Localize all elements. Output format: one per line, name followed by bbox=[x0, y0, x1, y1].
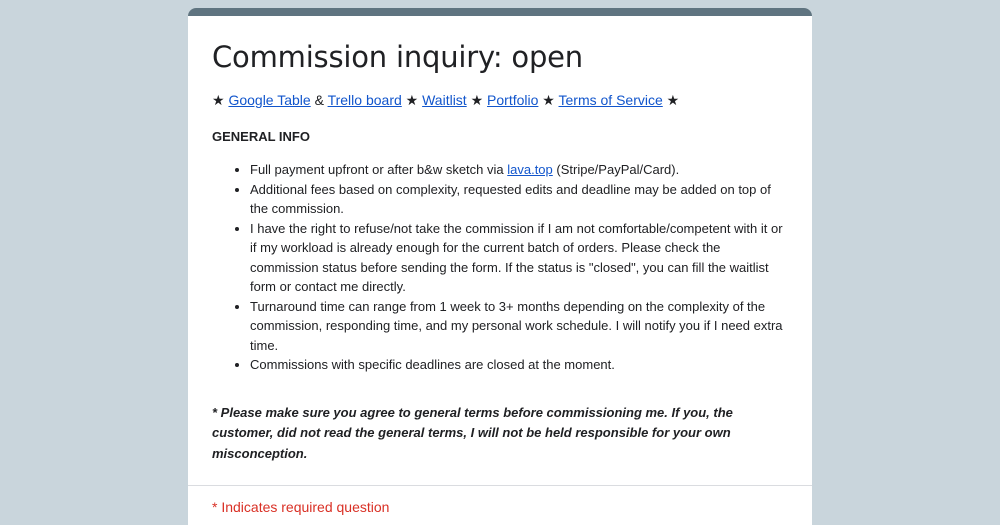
payment-text-prefix: Full payment upfront or after b&w sketch via bbox=[250, 162, 508, 177]
star-icon: ★ bbox=[666, 92, 680, 108]
divider bbox=[188, 485, 812, 486]
terms-agreement-note: * Please make sure you agree to general terms before commissioning me. If you, the customer, did not read the general terms, I will not be held responsible for your own misconception. bbox=[212, 404, 733, 461]
list-item: • Turnaround time can range from 1 week to 3+ months depending on the complexity of the commission, responding time, and my personal work schedule. I will notify you if I need extra time. bbox=[250, 297, 788, 356]
trello-board-link[interactable]: Trello board bbox=[327, 92, 402, 108]
payment-text-suffix: (Stripe/PayPal/Card). bbox=[552, 162, 680, 177]
general-info-heading: GENERAL INFO bbox=[212, 129, 310, 144]
star-icon: ★ bbox=[470, 92, 484, 108]
google-table-link[interactable]: Google Table bbox=[228, 92, 311, 108]
list-item: • Additional fees based on complexity, requested edits and deadline may be added on top of the commission. bbox=[250, 180, 788, 219]
star-icon: ★ bbox=[212, 92, 225, 108]
form-title: Commission inquiry: open bbox=[212, 40, 583, 74]
general-info-list bbox=[212, 160, 788, 375]
list-item bbox=[250, 160, 788, 180]
star-icon: ★ bbox=[542, 92, 555, 108]
lava-top-link[interactable]: lava.top bbox=[507, 162, 553, 177]
list-item: • I have the right to refuse/not take the commission if I am not comfortable/competent with it or if my workload is already enough for the current batch of orders. Please check the commission status before sending the form. If the status is "closed", you can fill the waitlist form or contact me directly. bbox=[250, 219, 788, 297]
links-row bbox=[212, 90, 788, 110]
list-item: • Commissions with specific deadlines are closed at the moment. bbox=[250, 355, 788, 375]
ampersand-text: & bbox=[314, 92, 324, 108]
form-description bbox=[188, 16, 812, 464]
waitlist-link[interactable]: Waitlist bbox=[422, 92, 467, 108]
portfolio-link[interactable]: Portfolio bbox=[487, 92, 539, 108]
star-icon: ★ bbox=[405, 92, 419, 108]
form-card bbox=[188, 8, 812, 525]
required-question-note: * Indicates required question bbox=[212, 499, 390, 515]
form-header-bar bbox=[188, 8, 812, 16]
terms-of-service-link[interactable]: Terms of Service bbox=[558, 92, 663, 108]
